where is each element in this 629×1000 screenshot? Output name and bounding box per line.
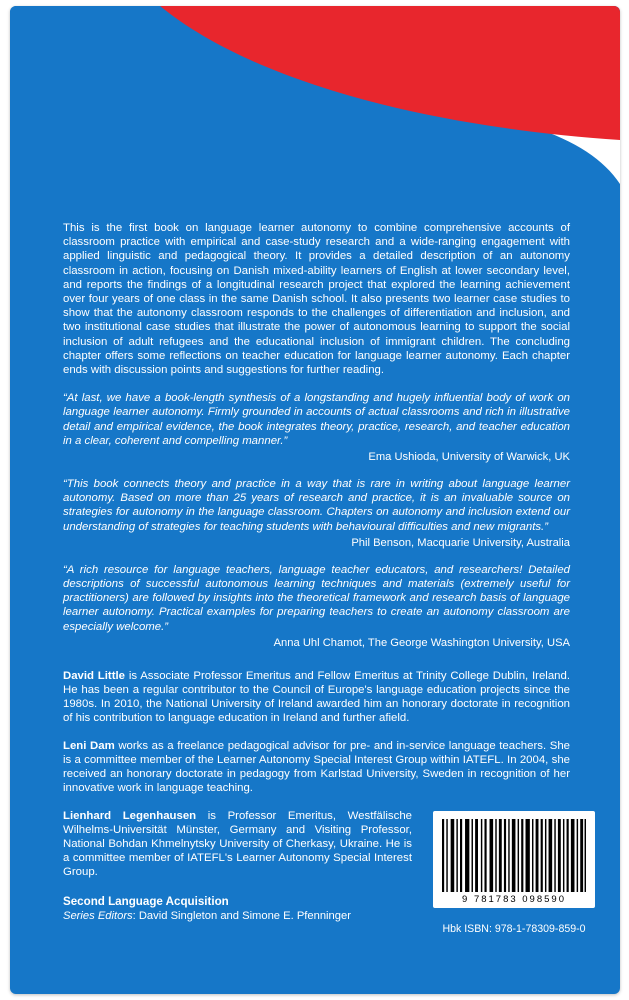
author-bio xyxy=(63,739,570,796)
author-bio xyxy=(63,669,570,726)
author-bios xyxy=(63,669,570,796)
endorsement-quote xyxy=(63,477,570,549)
endorsement-quote xyxy=(63,563,570,649)
isbn-text: Hbk ISBN: 978-1-78309-859-0 xyxy=(442,922,586,935)
author-name: Lienhard Legenhausen xyxy=(63,809,197,822)
author-bio-text: is Associate Professor Emeritus and Fellow Emeritus at Trinity College Dublin, Ireland. He has been a regular contributor to the Council of Europe's language education projects since the 1980s. In 2010, the National University of Ireland awarded him an honorary doctorate in recognition of his contribution to language education in Ireland and further afield. xyxy=(63,669,570,725)
quote-attribution: Anna Uhl Chamot, The George Washington University, USA xyxy=(273,636,570,649)
series-info xyxy=(63,894,412,924)
series-editors-label: Series Editors xyxy=(63,909,133,922)
cover-bottom-section xyxy=(63,809,586,935)
barcode-area xyxy=(428,809,600,935)
quote-text: “At last, we have a book-length synthesis of a longstanding and hugely influential body of work on language learner autonomy. Firmly grounded in accounts of actual classrooms and rich in illustrative detail and empirical evidence, the book integrates theory, practice, research, and teacher education in a clear, coherent and compelling manner.” xyxy=(63,392,570,447)
quote-attribution: Phil Benson, Macquarie University, Australia xyxy=(351,536,570,549)
barcode-number: 9 781783 098590 xyxy=(462,893,566,905)
bottom-left-column xyxy=(63,809,412,935)
author-bio xyxy=(63,809,412,880)
quote-text: “This book connects theory and practice in a way that is rare in writing about language learner autonomy. Based on more than 25 years of research and practice, it is an invaluable source on strategies for autonomy in the language classroom. Chapters on autonomy and inclusion extend our understanding of strategies for teaching students with behavioural difficulties and new migrants.” xyxy=(63,478,570,533)
author-bio-text: is Professor Emeritus, Westfälische Wilhelms-Universität Münster, Germany and Visiting Professor, National Bohdan Khmelnytsky University of Cherkasy, Ukraine. He is a committee member of IATEFL's Learner Autonomy Special Interest Group. xyxy=(63,809,412,879)
quote-text: “A rich resource for language teachers, language teacher educators, and researchers! Detailed descriptions of successful autonomous learning techniques and materials (extremely useful for practitioners) are followed by insights into the theoretical framework and research basis of language learner autonomy. Practical examples for preparing teachers to create an autonomy classroom are especially welcome.” xyxy=(63,563,570,633)
barcode xyxy=(433,811,595,908)
author-name: David Little xyxy=(63,669,126,682)
series-editors-names: : David Singleton and Simone E. Pfenninger xyxy=(132,909,351,922)
author-name: Leni Dam xyxy=(63,739,115,752)
cover-art-graphic xyxy=(10,6,620,211)
quote-attribution: Ema Ushioda, University of Warwick, UK xyxy=(368,451,570,464)
book-back-cover xyxy=(10,6,620,994)
cover-text-content xyxy=(10,211,620,994)
author-bio-text: works as a freelance pedagogical advisor for pre- and in-service language teachers. She is a committee member of the Learner Autonomy Special Interest Group within IATEFL. In 2004, she received an honorary doctorate in pedagogy from Karlstad University, Sweden in recognition of her innovative work in language teaching. xyxy=(63,739,570,795)
series-title: Second Language Acquisition xyxy=(63,894,229,908)
cover-art xyxy=(10,6,620,211)
barcode-bars xyxy=(442,819,586,892)
endorsement-quote xyxy=(63,391,570,463)
series-editors xyxy=(63,909,412,924)
book-description: This is the first book on language learner autonomy to combine comprehensive accounts of classroom practice with empirical and case-study research and a wide-ranging engagement with applied linguistic and pedagogical theory. It provides a detailed description of an autonomy classroom in action, focusing on Danish mixed-ability learners of English at lower secondary level, and reports the findings of a longitudinal research project that explored the learning achievement over four years of one class in the same Danish school. It also presents two learner case studies to show that the autonomy classroom responds to the challenges of differentiation and inclusion, and two institutional case studies that illustrate the power of autonomous learning to support the social inclusion of adult refugees and the educational inclusion of immigrant children. The concluding chapter offers some reflections on teacher education for language learner autonomy. Each chapter ends with discussion points and suggestions for further reading. xyxy=(63,222,570,377)
